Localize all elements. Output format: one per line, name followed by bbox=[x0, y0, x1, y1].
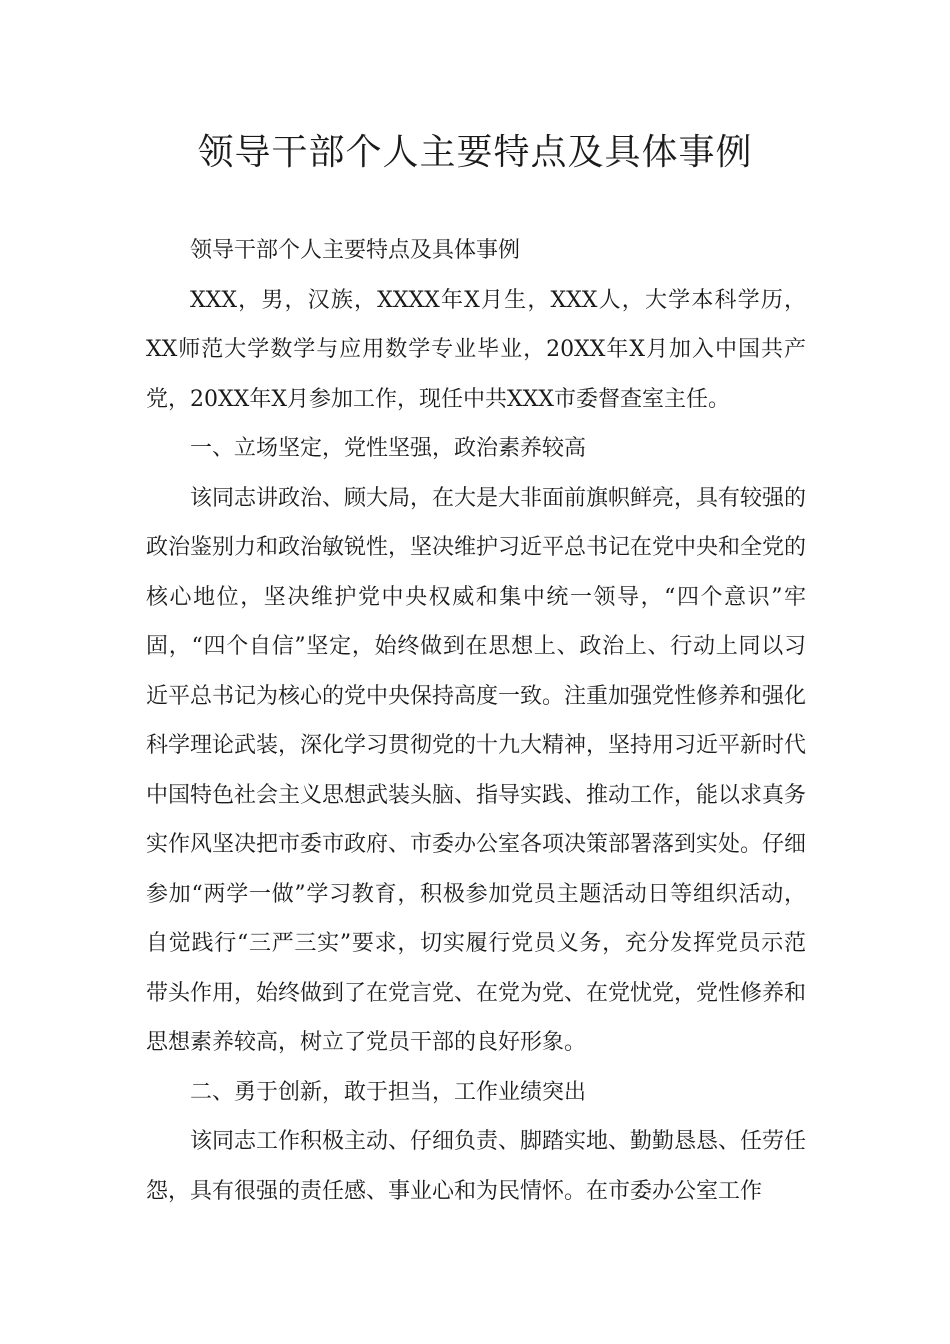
section-heading-2: 二、勇于创新，敢于担当，工作业绩突出 bbox=[190, 1079, 587, 1105]
subtitle-paragraph: 领导干部个人主要特点及具体事例 bbox=[190, 238, 521, 263]
profile-paragraph: XXX，男，汉族，XXXX年X月生，XXX人，大学本科学历，XX师范大学数学与应用数学专业毕业，20XX年X月加入中国共产党，20XX年X月参加工作，现任中共XXX市委督查室主任。 bbox=[146, 287, 806, 412]
section-1-paragraph: 该同志讲政治、顾大局，在大是大非面前旗帜鲜亮，具有较强的政治鉴别力和政治敏锐性，坚决维护习近平总书记在党中央和全党的核心地位，坚决维护党中央权威和集中统一领导，“四个意识”牢固，“四个自信”坚定，始终做到在思想上、政治上、行动上同以习近平总书记为核心的党中央保持高度一致。注重加强党性修养和强化科学理论武装，深化学习贯彻党的十九大精神，坚持用习近平新时代中国特色社会主义思想武装头脑、指导实践、推动工作，能以求真务实作风坚决把市委市政府、市委办公室各项决策部署落到实处。仔细参加“两学一做”学习教育，积极参加党员主题活动日等组织活动，自觉践行“三严三实”要求，切实履行党员义务，充分发挥党员示范带头作用，始终做到了在党言党、在党为党、在党忧党，党性修养和思想素养较高，树立了党员干部的良好形象。 bbox=[146, 485, 807, 1055]
document-body bbox=[146, 226, 806, 1216]
document-title: 领导干部个人主要特点及具体事例 bbox=[197, 132, 753, 173]
section-heading-1: 一、立场坚定，党性坚强，政治素养较高 bbox=[190, 436, 587, 461]
section-2-paragraph: 该同志工作积极主动、仔细负责、脚踏实地、勤勤恳恳、任劳任怨，具有很强的责任感、事业心和为民情怀。在市委办公室工作 bbox=[146, 1129, 807, 1204]
